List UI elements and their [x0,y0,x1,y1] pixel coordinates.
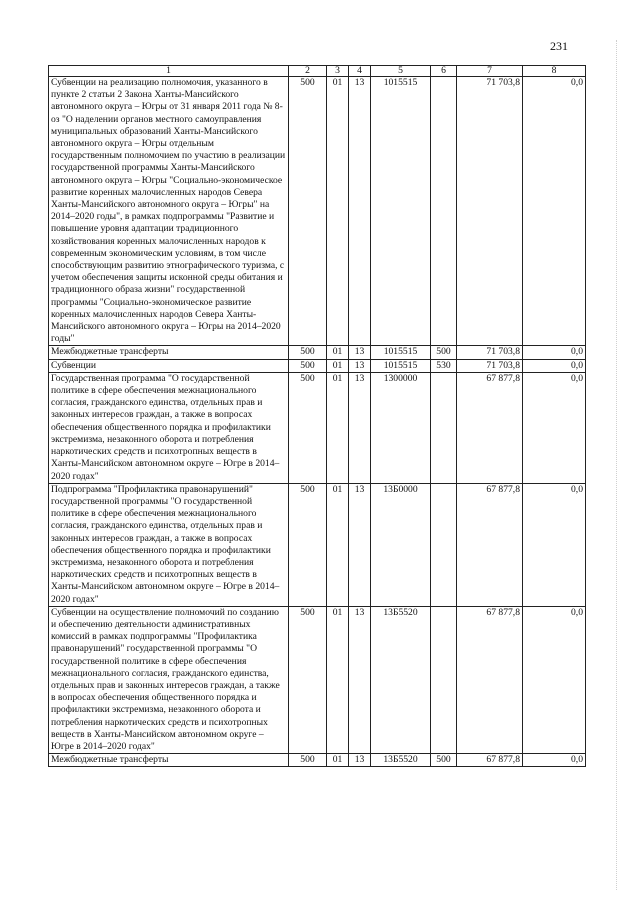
table-row [49,77,586,346]
budget-table [48,65,586,767]
table-row [49,359,586,372]
column-header: 1 [49,66,289,77]
cell-section: 01 [327,372,349,483]
row-name: Субвенции [49,359,289,372]
cell-amount-2: 0,0 [523,346,586,359]
cell-subsection: 13 [349,359,371,372]
cell-target-code: 13Б5520 [371,754,431,767]
column-header: 7 [457,66,523,77]
cell-admin-code: 500 [289,372,327,483]
cell-section: 01 [327,346,349,359]
column-header: 6 [431,66,457,77]
row-name: Межбюджетные трансферты [49,346,289,359]
column-header: 2 [289,66,327,77]
column-header: 4 [349,66,371,77]
scan-edge-line [616,40,618,890]
table-row [49,346,586,359]
cell-expense-type [431,606,457,753]
cell-amount-2: 0,0 [523,77,586,346]
row-name: Подпрограмма "Профилактика правонарушений" государственной программы "О государственной политике в сфере обеспечения межнационального согласия, гражданского единства, отдельных прав и законных интересов граждан, а также в вопросах обеспечения общественного порядка и профилактики экстремизма, незаконного оборота и потребления наркотических средств и психотропных веществ в Ханты-Мансийском автономном округе – Югре в 2014–2020 годах" [49,483,289,606]
cell-amount-2: 0,0 [523,606,586,753]
cell-expense-type: 500 [431,754,457,767]
table-row [49,754,586,767]
cell-target-code: 1015515 [371,77,431,346]
cell-expense-type: 500 [431,346,457,359]
cell-expense-type: 530 [431,359,457,372]
cell-expense-type [431,483,457,606]
table-row [49,483,586,606]
cell-target-code: 13Б5520 [371,606,431,753]
cell-target-code: 1015515 [371,346,431,359]
cell-amount-2: 0,0 [523,754,586,767]
cell-amount: 67 877,8 [457,606,523,753]
column-header: 5 [371,66,431,77]
cell-target-code: 1015515 [371,359,431,372]
row-name: Государственная программа "О государственной политике в сфере обеспечения межнационального согласия, гражданского единства, отдельных прав и законных интересов граждан, а также в вопросах обеспечения общественного порядка и профилактики экстремизма, незаконного оборота и потребления наркотических средств и психотропных веществ в Ханты-Мансийском автономном округе – Югре в 2014–2020 годах" [49,372,289,483]
cell-admin-code: 500 [289,77,327,346]
cell-section: 01 [327,77,349,346]
cell-amount: 67 877,8 [457,483,523,606]
cell-amount-2: 0,0 [523,483,586,606]
cell-admin-code: 500 [289,754,327,767]
cell-expense-type [431,77,457,346]
cell-section: 01 [327,754,349,767]
cell-subsection: 13 [349,77,371,346]
cell-section: 01 [327,483,349,606]
table-header-row [49,66,586,77]
cell-expense-type [431,372,457,483]
cell-amount: 71 703,8 [457,359,523,372]
cell-amount-2: 0,0 [523,359,586,372]
cell-subsection: 13 [349,372,371,483]
cell-amount: 71 703,8 [457,346,523,359]
column-header: 8 [523,66,586,77]
cell-admin-code: 500 [289,606,327,753]
cell-admin-code: 500 [289,359,327,372]
cell-subsection: 13 [349,754,371,767]
table-row [49,606,586,753]
row-name: Межбюджетные трансферты [49,754,289,767]
column-header: 3 [327,66,349,77]
cell-subsection: 13 [349,606,371,753]
cell-amount: 67 877,8 [457,754,523,767]
cell-amount-2: 0,0 [523,372,586,483]
cell-section: 01 [327,606,349,753]
cell-admin-code: 500 [289,346,327,359]
table-row [49,372,586,483]
cell-subsection: 13 [349,483,371,606]
page-number: 231 [550,39,568,53]
cell-target-code: 1300000 [371,372,431,483]
cell-subsection: 13 [349,346,371,359]
row-name: Субвенции на осуществление полномочий по созданию и обеспечению деятельности административных комиссий в рамках подпрограммы "Профилактика правонарушений" государственной программы "О государственной политике в сфере обеспечения межнационального согласия, гражданского единства, отдельных прав и законных интересов граждан, а также в вопросах обеспечения общественного порядка и профилактики экстремизма, незаконного оборота и потребления наркотических средств и психотропных веществ в Ханты-Мансийском автономном округе – Югре в 2014–2020 годах" [49,606,289,753]
cell-target-code: 13Б0000 [371,483,431,606]
cell-amount: 67 877,8 [457,372,523,483]
row-name: Субвенции на реализацию полномочия, указанного в пункте 2 статьи 2 Закона Ханты-Мансийского автономного округа – Югры от 31 января 2011 года № 8-оз "О наделении органов местного самоуправления муниципальных образований Ханты-Мансийского автономного округа – Югры отдельным государственным полномочием по участию в реализации государственной программы Ханты-Мансийского автономного округа – Югры "Социально-экономическое развитие коренных малочисленных народов Севера Ханты-Мансийского автономного округа – Югры" на 2014–2020 годы", в рамках подпрограммы "Развитие и повышение уровня адаптации традиционного хозяйствования коренных малочисленных народов к современным экономическим условиям, в том числе способствующим развитию этнографического туризма, с учетом обеспечения защиты исконной среды обитания и традиционного образа жизни" государственной программы "Социально-экономическое развитие коренных малочисленных народов Севера Ханты-Мансийского автономного округа – Югры на 2014–2020 годы" [49,77,289,346]
cell-amount: 71 703,8 [457,77,523,346]
cell-section: 01 [327,359,349,372]
cell-admin-code: 500 [289,483,327,606]
